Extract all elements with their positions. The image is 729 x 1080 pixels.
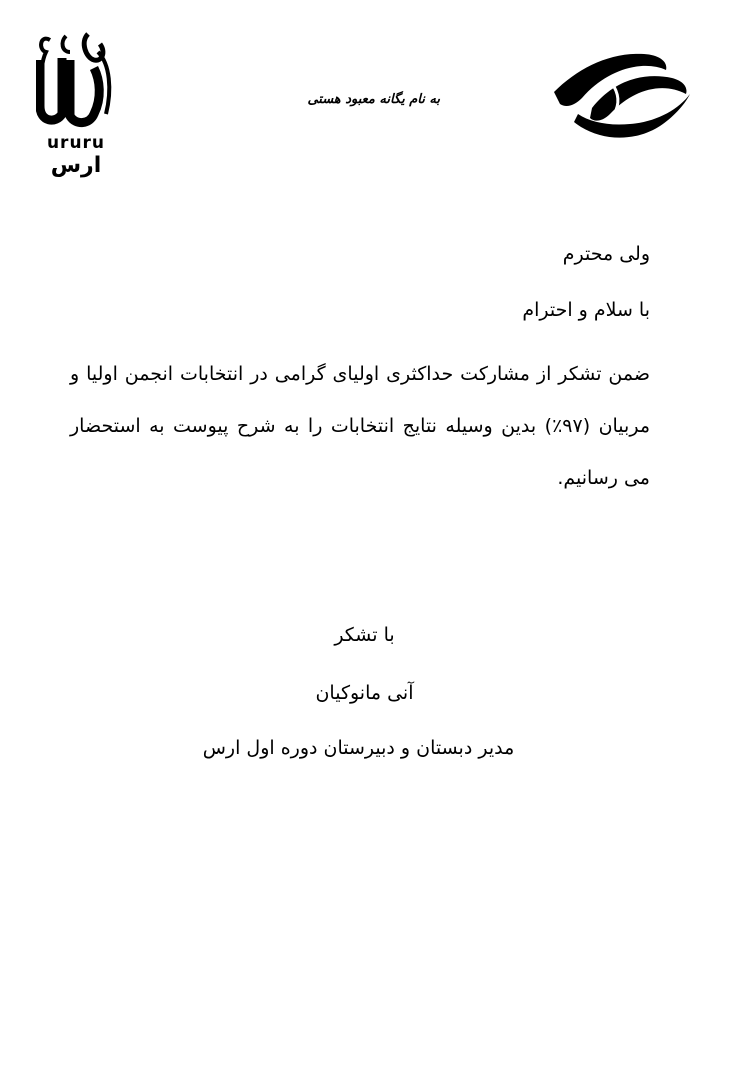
signer-title: مدیر دبستان و دبیرستان دوره اول ارس: [202, 737, 515, 759]
header-title: به نام یگانه معبود هستی: [307, 92, 440, 107]
swirl-emblem-icon: [548, 48, 694, 146]
letter-body: [70, 238, 650, 504]
logo-latin-text: ururu: [46, 133, 106, 153]
arus-school-logo-icon: [36, 30, 116, 180]
signer-name: آنی مانوکیان: [315, 682, 414, 704]
greeting: ولی محترم: [562, 243, 650, 265]
body-paragraph: ضمن تشکر از مشارکت حداکثری اولیای گرامی در انتخابات انجمن اولیا و مربیان (۹۷٪) بدین وسیله نتایج انتخابات را به شرح پیوست به استحضار می رسانیم.: [70, 363, 650, 489]
logo-persian-text: ارس: [50, 153, 102, 178]
closing-thanks: با تشکر: [334, 624, 395, 646]
salutation: با سلام و احترام: [522, 299, 650, 321]
